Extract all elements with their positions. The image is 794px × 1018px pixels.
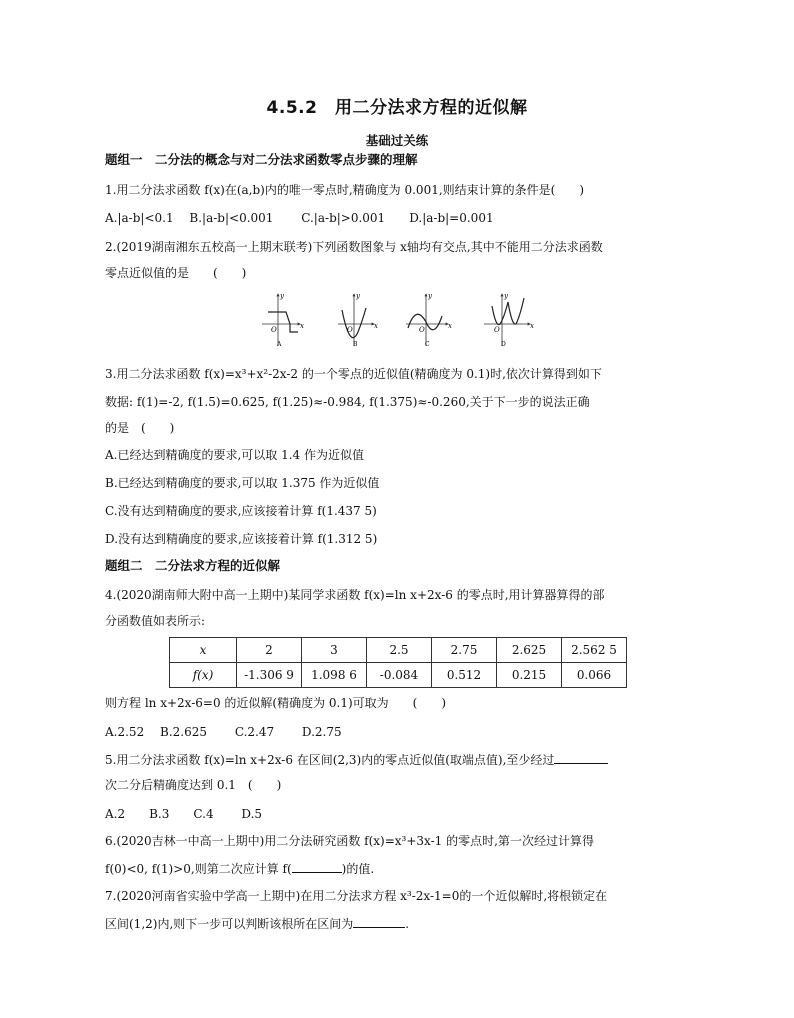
question-6-line-1: 6.(2020吉林一中高一上期中)用二分法研究函数 f(x)=x³+3x-1 的零点时,第一次经过计算得	[105, 834, 594, 848]
question-3-option-d: D.没有达到精确度的要求,应该接着计算 f(1.312 5)	[105, 532, 378, 546]
table-cell: 2.625	[497, 638, 562, 663]
question-4-line-2: 分函数值如表所示:	[105, 614, 206, 628]
question-6-line-2	[105, 860, 374, 877]
table-row-fx	[170, 663, 627, 688]
table-cell: -1.306 9	[237, 663, 302, 688]
question-2-line-1: 2.(2019湖南湘东五校高一上期末联考)下列函数图象与 x轴均有交点,其中不能用二分法求函数	[105, 240, 603, 254]
table-cell: 2.5	[367, 638, 432, 663]
question-3-line-3: 的是 ( )	[105, 421, 175, 435]
graph-b-y-label: y	[356, 292, 360, 300]
answer-blank[interactable]	[554, 751, 608, 764]
table-header-fx: f(x)	[170, 663, 237, 688]
table-cell: 1.098 6	[302, 663, 367, 688]
question-2-line-2: 零点近似值的是 ( )	[105, 266, 247, 280]
question-6-line-2-tail: )的值.	[341, 862, 375, 876]
graph-a-y-label: y	[280, 292, 284, 300]
graph-c-origin: O	[419, 326, 425, 334]
page-title: 4.5.2 用二分法求方程的近似解	[266, 98, 528, 118]
question-3-option-c: C.没有达到精确度的要求,应该接着计算 f(1.437 5)	[105, 504, 377, 518]
question-3-line-2: 数据: f(1)=-2, f(1.5)=0.625, f(1.25)≈-0.984, f(1.375)≈-0.260,关于下一步的说法正确	[105, 395, 590, 409]
table-cell: 3	[302, 638, 367, 663]
graph-c-label: C	[425, 341, 430, 348]
section-subtitle: 基础过关练	[365, 133, 429, 148]
question-4-line-3: 则方程 ln x+2x-6=0 的近似解(精确度为 0.1)可取为 ( )	[105, 696, 447, 710]
question-5-options: A.2 B.3 C.4 D.5	[105, 807, 263, 821]
graph-b	[338, 292, 378, 348]
table-header-x: x	[170, 638, 237, 663]
table-cell: 2.562 5	[562, 638, 627, 663]
question-4-options: A.2.52 B.2.625 C.2.47 D.2.75	[105, 725, 342, 739]
question-5-line-1-text: 5.用二分法求函数 f(x)=ln x+2x-6 在区间(2,3)内的零点近似值(取端点值),至少经过	[105, 753, 555, 767]
answer-blank[interactable]	[292, 860, 342, 873]
group-heading-1: 题组一 二分法的概念与对二分法求函数零点步骤的理解	[105, 152, 418, 167]
question-6-line-2-text: f(0)<0, f(1)>0,则第二次应计算 f(	[105, 862, 292, 876]
question-3-option-b: B.已经达到精确度的要求,可以取 1.375 作为近似值	[105, 476, 380, 490]
question-3-line-1: 3.用二分法求函数 f(x)=x³+x²-2x-2 的一个零点的近似值(精确度为 0.1)时,依次计算得到如下	[105, 367, 602, 381]
table-row-x	[170, 638, 627, 663]
graph-d-x-label: x	[530, 322, 534, 330]
table-cell: 0.512	[432, 663, 497, 688]
graph-b-label: B	[353, 341, 358, 348]
question-5-line-1	[105, 751, 608, 768]
table-cell: 2	[237, 638, 302, 663]
graph-d	[484, 292, 534, 348]
answer-blank[interactable]	[353, 915, 405, 928]
graph-c-x-label: x	[448, 322, 452, 330]
graph-c	[406, 292, 452, 348]
question-1-stem: 1.用二分法求函数 f(x)在(a,b)内的唯一零点时,精确度为 0.001,则结束计算的条件是( )	[105, 183, 585, 197]
function-values-table	[169, 637, 627, 688]
graph-b-x-label: x	[374, 322, 378, 330]
table-cell: 0.066	[562, 663, 627, 688]
function-graphs-figure	[258, 288, 540, 348]
question-7-line-1: 7.(2020河南省实验中学高一上期中)在用二分法求方程 x³-2x-1=0的一个近似解时,将根锁定在	[105, 889, 608, 903]
question-1-options: A.|a-b|<0.1 B.|a-b|<0.001 C.|a-b|>0.001 D.|a-b|=0.001	[105, 211, 494, 225]
question-5-line-2: 次二分后精确度达到 0.1 ( )	[105, 778, 282, 792]
question-7-line-2-tail: .	[405, 917, 410, 931]
group-heading-2: 题组二 二分法求方程的近似解	[105, 558, 281, 573]
question-3-option-a: A.已经达到精确度的要求,可以取 1.4 作为近似值	[105, 448, 365, 462]
graph-d-origin: O	[494, 326, 500, 334]
graph-a-label: A	[277, 341, 282, 348]
graph-d-label: D	[501, 341, 506, 348]
question-7-line-2	[105, 915, 409, 932]
table-cell: 0.215	[497, 663, 562, 688]
table-cell: -0.084	[367, 663, 432, 688]
question-4-line-1: 4.(2020湖南师大附中高一上期中)某同学求函数 f(x)=ln x+2x-6 的零点时,用计算器算得的部	[105, 588, 605, 602]
graph-c-y-label: y	[428, 292, 432, 300]
graph-a-origin: O	[271, 326, 277, 334]
graph-a	[262, 292, 304, 348]
table-cell: 2.75	[432, 638, 497, 663]
graph-d-y-label: y	[504, 292, 508, 300]
graph-b-origin: O	[347, 326, 353, 334]
graph-a-x-label: x	[300, 322, 304, 330]
question-7-line-2-text: 区间(1,2)内,则下一步可以判断该根所在区间为	[105, 917, 354, 931]
